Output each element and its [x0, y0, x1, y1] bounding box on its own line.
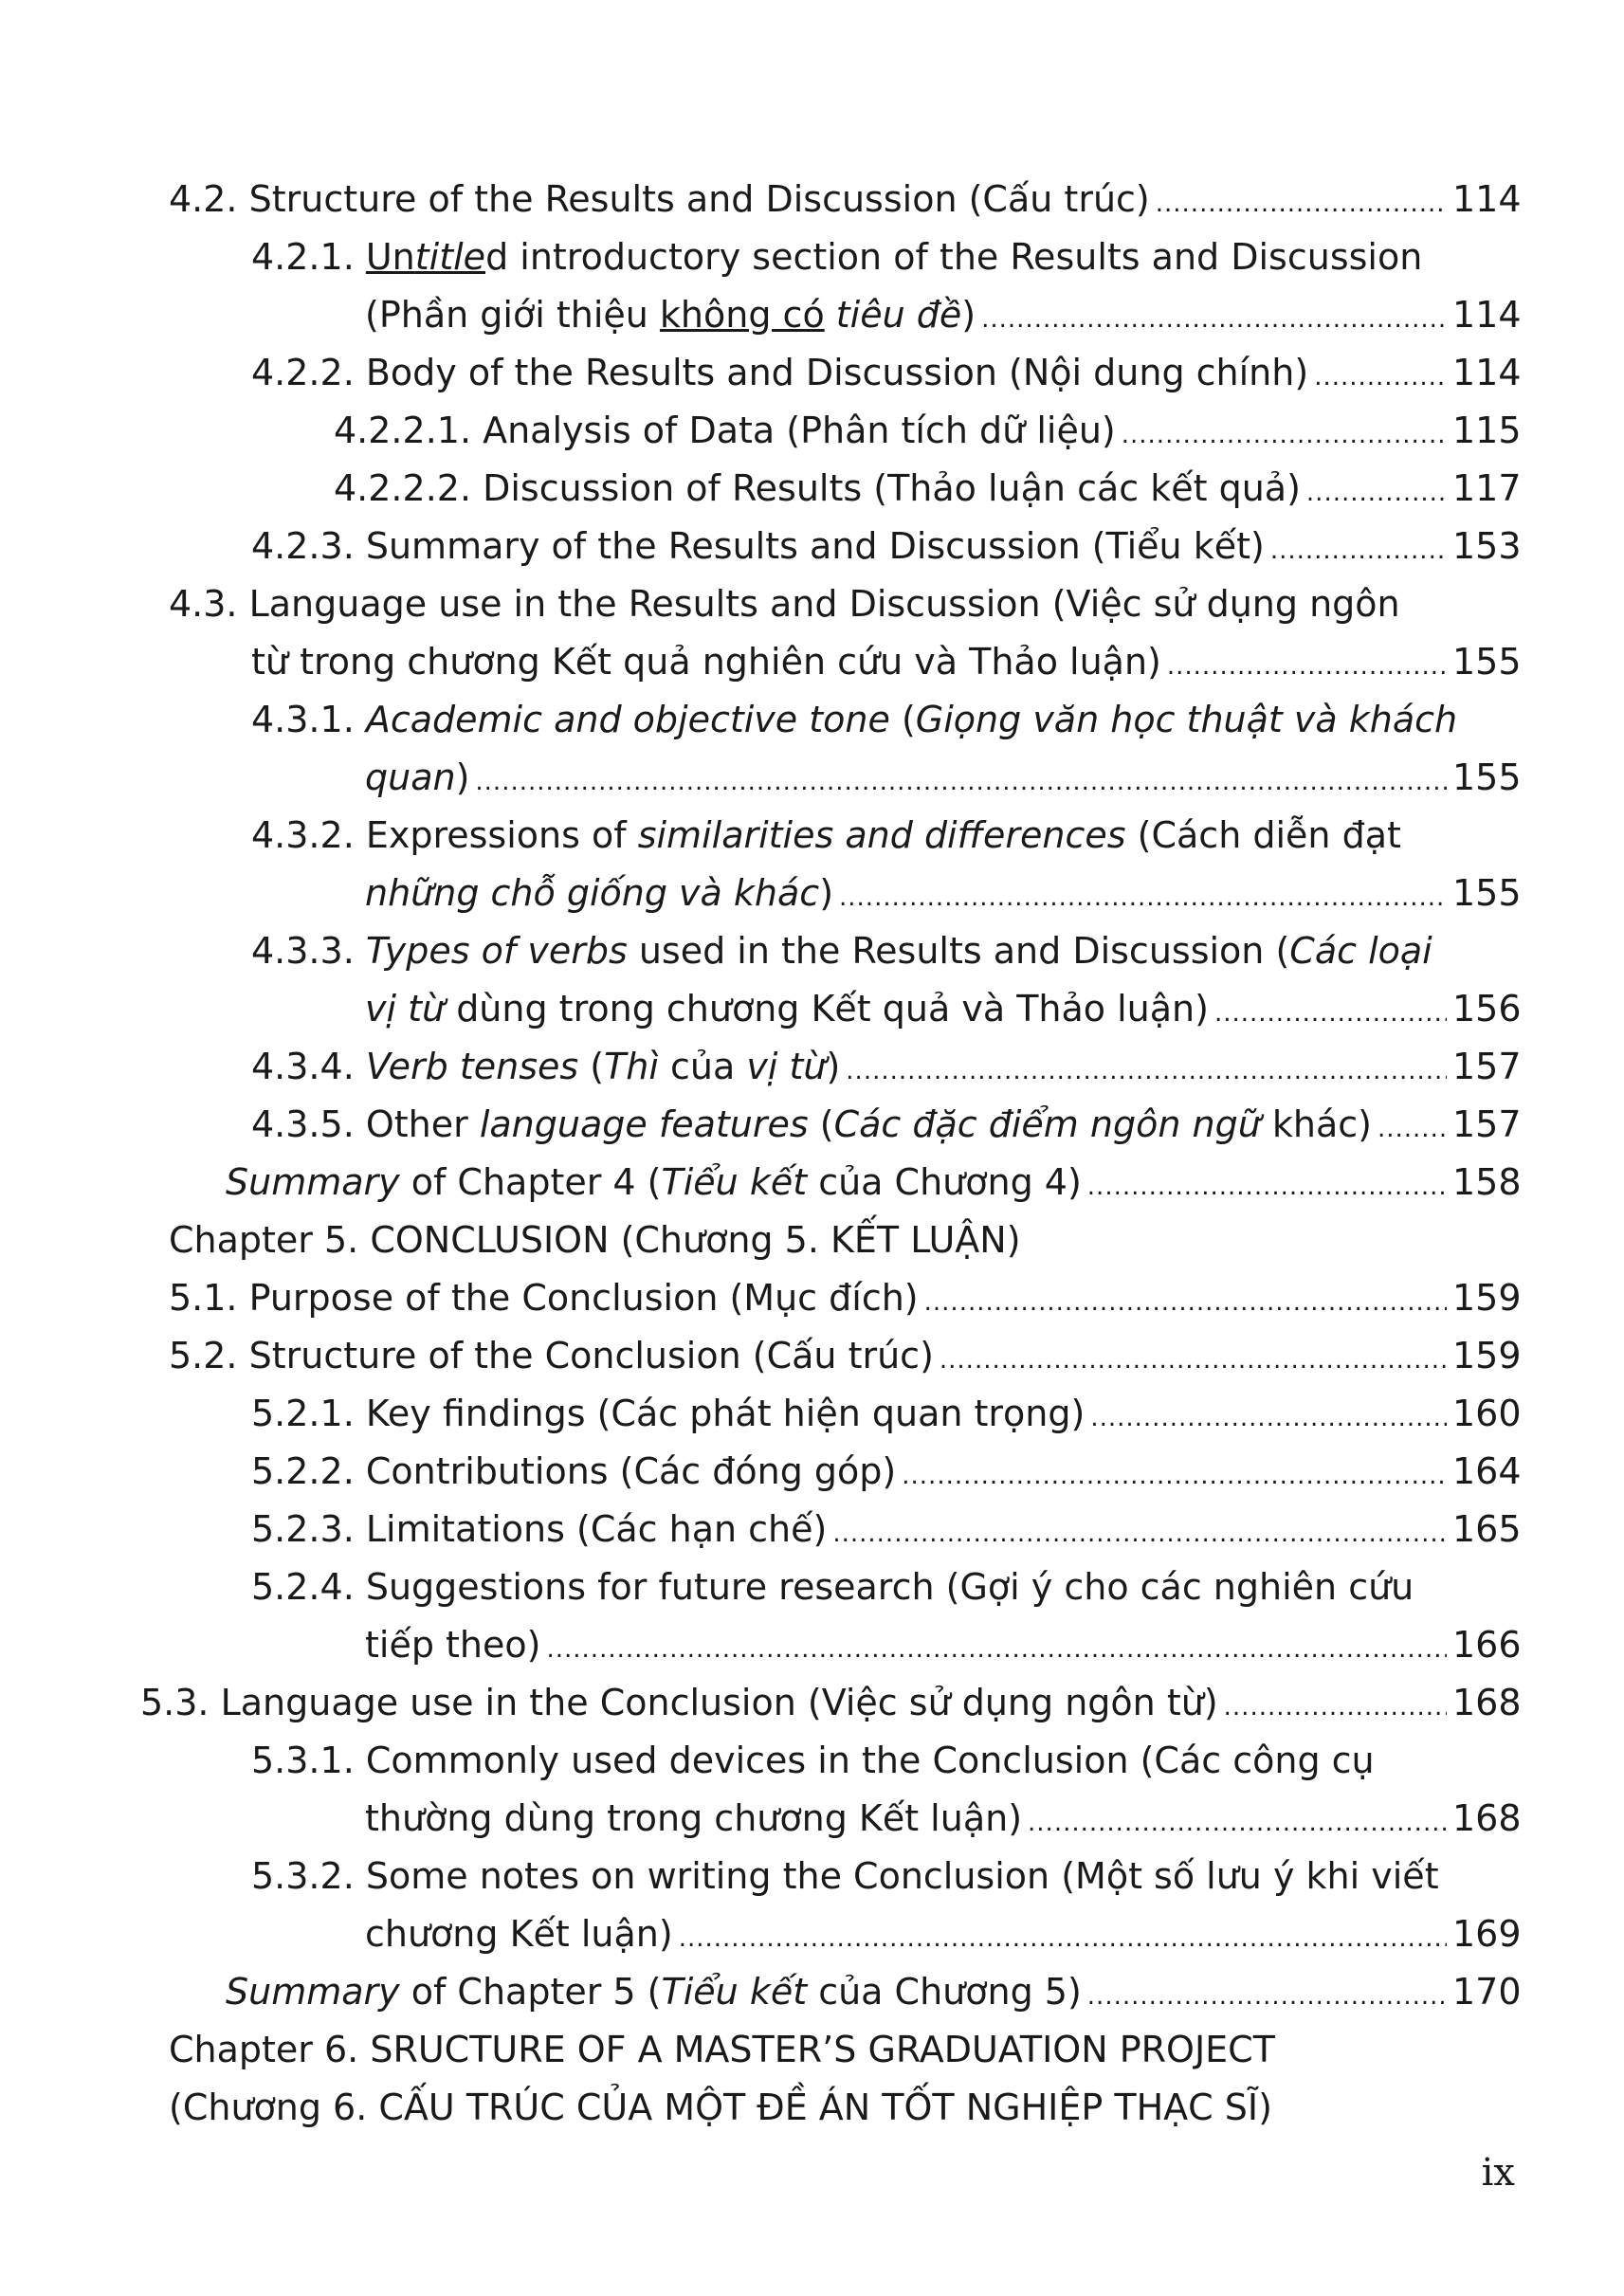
dot-leader — [475, 754, 1447, 811]
toc-entry-title-part: Un — [365, 236, 415, 278]
toc-entry-title-part: d introductory section of the Results and Discussion — [485, 236, 1423, 278]
toc-page-number: 155 — [1452, 756, 1522, 798]
toc-entry-title: 5.2.2. Contributions (Các đóng góp) — [251, 1450, 897, 1492]
toc-entry-title-part: Các đặc điểm ngôn ngữ — [833, 1103, 1261, 1145]
toc-entry-title-part: (Phần giới thiệu — [365, 294, 660, 336]
toc-entry-title: 5.1. Purpose of the Conclusion (Mục đích) — [169, 1277, 919, 1319]
dot-leader — [981, 291, 1447, 349]
toc-entry-title-part: title — [414, 236, 486, 278]
toc-entry-title — [226, 1963, 1082, 2021]
toc-entry-title-part: (Cách diễn đạt — [1125, 814, 1401, 856]
toc-entry-title-part: vị từ — [746, 1046, 827, 1087]
toc-entry-4-2-1-cont[interactable] — [365, 286, 1522, 344]
dot-leader — [1214, 985, 1447, 1043]
toc-entry-title-part: ) — [826, 1046, 841, 1087]
toc-entry-4-3-3[interactable] — [251, 922, 1548, 980]
toc-entry-title-part: Tiểu kết — [661, 1161, 808, 1203]
toc-entry-4-2-1[interactable] — [251, 228, 1548, 286]
toc-entry-title — [365, 980, 1209, 1038]
toc-page-number: 114 — [1452, 352, 1522, 393]
toc-entry-title — [251, 1096, 1372, 1154]
toc-page-number: 115 — [1452, 410, 1522, 451]
toc-page-number: 166 — [1452, 1624, 1522, 1666]
toc-page-number: 159 — [1452, 1335, 1522, 1376]
toc-page-number: 153 — [1452, 525, 1522, 567]
toc-page-number: 165 — [1452, 1508, 1522, 1550]
toc-entry-title-part: khác) — [1260, 1103, 1372, 1145]
dot-leader — [1167, 638, 1447, 696]
toc-entry-title-part: Summary — [226, 1161, 400, 1203]
toc-entry-title-part: Giọng văn học thuật và khách — [915, 699, 1458, 740]
toc-entry-4-3-2-cont[interactable] — [365, 865, 1522, 922]
toc-entry-title-part: của Chương 4) — [807, 1161, 1082, 1203]
toc-entry-summary-ch4[interactable] — [226, 1154, 1522, 1212]
toc-entry-title-part: Types of verbs — [365, 930, 628, 972]
toc-entry-summary-ch5[interactable] — [226, 1963, 1522, 2021]
toc-entry-title: Chapter 5. CONCLUSION (Chương 5. KẾT LUẬN) — [169, 1219, 1021, 1261]
toc-entry-4-3-cont[interactable] — [251, 633, 1522, 691]
toc-entry-5-2-4[interactable] — [251, 1558, 1548, 1616]
toc-entry-title: 5.2. Structure of the Conclusion (Cấu trúc) — [169, 1335, 934, 1376]
toc-entry-5-3-1-cont[interactable] — [365, 1790, 1522, 1848]
toc-entry-title-part: ) — [961, 294, 976, 336]
toc-page-number: 168 — [1452, 1682, 1522, 1723]
toc-page-number: 168 — [1452, 1797, 1522, 1839]
toc-entry-title-part: 4.3.4. — [251, 1046, 366, 1087]
toc-entry-title — [365, 865, 833, 922]
toc-chapter-6[interactable] — [169, 2021, 1548, 2079]
toc-entry-title — [365, 749, 469, 807]
toc-entry-title: 5.3.1. Commonly used devices in the Conclusion (Các công cụ — [251, 1740, 1375, 1781]
toc-entry-title-part: ) — [455, 756, 470, 798]
dot-leader — [902, 1448, 1447, 1505]
toc-entry-title — [365, 286, 976, 344]
toc-page-number: 117 — [1452, 467, 1522, 509]
toc-page-number: 114 — [1452, 294, 1522, 336]
toc-entry-title-part: 4.3.1. — [251, 699, 366, 740]
toc-entry-title-part: ) — [819, 872, 834, 914]
dot-leader — [1306, 465, 1447, 522]
toc-entry-title: 4.3. Language use in the Results and Discussion (Việc sử dụng ngôn — [169, 583, 1400, 625]
toc-entry-title-part: Các loại — [1289, 930, 1432, 972]
toc-entry-title-part: Academic and objective tone — [365, 699, 890, 740]
toc-entry-4-2[interactable] — [169, 171, 1522, 228]
toc-entry-5-3-2-cont[interactable] — [365, 1905, 1522, 1963]
toc-entry-title: thường dùng trong chương Kết luận) — [365, 1797, 1023, 1839]
toc-entry-title-part: Verb tenses — [365, 1046, 579, 1087]
toc-entry-title-part — [825, 294, 836, 336]
toc-entry-title: 5.2.3. Limitations (Các hạn chế) — [251, 1508, 828, 1550]
toc-chapter-5[interactable] — [169, 1212, 1548, 1269]
toc-entry-title: 4.2. Structure of the Results and Discussion (Cấu trúc) — [169, 178, 1150, 220]
dot-leader — [1314, 349, 1447, 407]
toc-entry-title: 5.3.2. Some notes on writing the Conclusion (Một số lưu ý khi viết — [251, 1855, 1439, 1897]
page-number-folio: ix — [1481, 2151, 1515, 2195]
toc-entry-title-part: of Chapter 5 ( — [399, 1971, 662, 2013]
toc-entry-title — [251, 1038, 840, 1096]
dot-leader — [1028, 1795, 1447, 1852]
toc-entry-5-3[interactable] — [140, 1674, 1522, 1732]
toc-entry-title-part: tiêu đề — [835, 294, 962, 336]
toc-entry-4-3-2[interactable] — [251, 807, 1548, 865]
toc-entry-5-2-4-cont[interactable] — [365, 1616, 1522, 1674]
toc-entry-title-part: quan — [365, 756, 456, 798]
dot-leader — [832, 1505, 1447, 1563]
dot-leader — [679, 1910, 1447, 1968]
toc-entry-title-part: 4.2.1. — [251, 236, 366, 278]
dot-leader — [839, 869, 1447, 927]
toc-entry-title: 4.2.2.1. Analysis of Data (Phân tích dữ liệu) — [334, 410, 1116, 451]
toc-entry-5-1[interactable] — [169, 1269, 1522, 1327]
toc-entry-4-3-4[interactable] — [251, 1038, 1522, 1096]
dot-leader — [1087, 1158, 1447, 1216]
toc-entry-title-part: language features — [479, 1103, 809, 1145]
toc-entry-4-3-1[interactable] — [251, 691, 1548, 749]
toc-entry-title-part: used in the Results and Discussion ( — [627, 930, 1290, 972]
toc-page-number: 155 — [1452, 641, 1522, 683]
toc-page-number: 155 — [1452, 872, 1522, 914]
toc-entry-title-part: 4.3.5. Other — [251, 1103, 480, 1145]
toc-chapter-6-cont[interactable] — [169, 2079, 1548, 2137]
toc-entry-title: Chapter 6. SRUCTURE OF A MASTER’S GRADUATION PROJECT — [169, 2029, 1275, 2070]
toc-entry-title: 5.2.4. Suggestions for future research (Gợi ý cho các nghiên cứu — [251, 1566, 1414, 1608]
dot-leader — [940, 1332, 1447, 1390]
toc-page-number: 157 — [1452, 1046, 1522, 1087]
toc-entry-4-2-2[interactable] — [251, 344, 1522, 402]
toc-entry-title-part: vị từ — [365, 988, 446, 1030]
toc-entry-title — [226, 1154, 1082, 1212]
toc-entry-title: 4.2.3. Summary of the Results and Discussion (Tiểu kết) — [251, 525, 1265, 567]
dot-leader — [1224, 1679, 1447, 1737]
toc-entry-5-3-2[interactable] — [251, 1848, 1548, 1905]
toc-entry-5-2[interactable] — [169, 1327, 1522, 1385]
toc-page-number: 159 — [1452, 1277, 1522, 1319]
toc-entry-title-part: Thì — [604, 1046, 659, 1087]
dot-leader — [1270, 522, 1447, 580]
toc-entry-title: 4.2.2.2. Discussion of Results (Thảo luận các kết quả) — [334, 467, 1301, 509]
toc-entry-title: 4.2.2. Body of the Results and Discussion (Nội dung chính) — [251, 352, 1309, 393]
toc-entry-title: 5.3. Language use in the Conclusion (Việc sử dụng ngôn từ) — [140, 1682, 1218, 1723]
toc-entry-title: từ trong chương Kết quả nghiên cứu và Thảo luận) — [251, 641, 1161, 683]
toc-page-number: 156 — [1452, 988, 1522, 1030]
toc-entry-5-3-1[interactable] — [251, 1732, 1548, 1790]
toc-entry-4-2-3[interactable] — [251, 518, 1522, 575]
toc-page-number: 158 — [1452, 1161, 1522, 1203]
toc-page-number: 114 — [1452, 178, 1522, 220]
toc-entry-title: (Chương 6. CẤU TRÚC CỦA MỘT ĐỀ ÁN TỐT NGHIỆP THẠC SĨ) — [169, 2086, 1272, 2128]
toc-entry-5-2-3[interactable] — [251, 1501, 1522, 1558]
toc-entry-title-part: dùng trong chương Kết quả và Thảo luận) — [445, 988, 1209, 1030]
toc-entry-4-3[interactable] — [169, 575, 1548, 633]
dot-leader — [1122, 407, 1447, 465]
toc-entry-title: chương Kết luận) — [365, 1913, 673, 1955]
dot-leader — [1090, 1390, 1447, 1448]
toc-page-number: 157 — [1452, 1103, 1522, 1145]
dot-leader — [546, 1621, 1447, 1679]
toc-page-number: 164 — [1452, 1450, 1522, 1492]
toc-entry-title-part: ( — [808, 1103, 834, 1145]
toc-entry-title-part: 4.3.3. — [251, 930, 366, 972]
toc-entry-4-3-3-cont[interactable] — [365, 980, 1522, 1038]
toc-entry-title-part: của Chương 5) — [807, 1971, 1082, 2013]
toc-entry-title: tiếp theo) — [365, 1624, 541, 1666]
toc-page-number: 160 — [1452, 1393, 1522, 1434]
toc-entry-title-part: của — [658, 1046, 747, 1087]
toc-entry-title-part: những chỗ giống và khác — [365, 872, 820, 914]
toc-page-number: 169 — [1452, 1913, 1522, 1955]
dot-leader — [1156, 175, 1447, 233]
dot-leader — [1087, 1968, 1447, 2026]
toc-entry-4-2-2-1[interactable] — [334, 402, 1522, 460]
dot-leader — [1378, 1101, 1447, 1158]
toc-entry-5-2-2[interactable] — [251, 1443, 1522, 1501]
toc-entry-title-part: of Chapter 4 ( — [399, 1161, 662, 1203]
toc-entry-title-part: 4.3.2. Expressions of — [251, 814, 638, 856]
toc-entry-title-part: ( — [889, 699, 916, 740]
toc-entry-title-part: không có — [659, 294, 825, 336]
toc-entry-title-part: Tiểu kết — [661, 1971, 808, 2013]
dot-leader — [924, 1274, 1447, 1332]
toc-page-number: 170 — [1452, 1971, 1522, 2013]
toc-entry-title-part: Summary — [226, 1971, 400, 2013]
toc-entry-title-part: ( — [578, 1046, 605, 1087]
dot-leader — [846, 1043, 1447, 1101]
toc-entry-4-2-2-2[interactable] — [334, 460, 1522, 518]
toc-entry-4-3-5[interactable] — [251, 1096, 1522, 1154]
toc-entry-title: 5.2.1. Key findings (Các phát hiện quan trọng) — [251, 1393, 1086, 1434]
toc-entry-title-part: similarities and differences — [637, 814, 1126, 856]
toc-entry-4-3-1-cont[interactable] — [365, 749, 1522, 807]
toc-entry-5-2-1[interactable] — [251, 1385, 1522, 1443]
